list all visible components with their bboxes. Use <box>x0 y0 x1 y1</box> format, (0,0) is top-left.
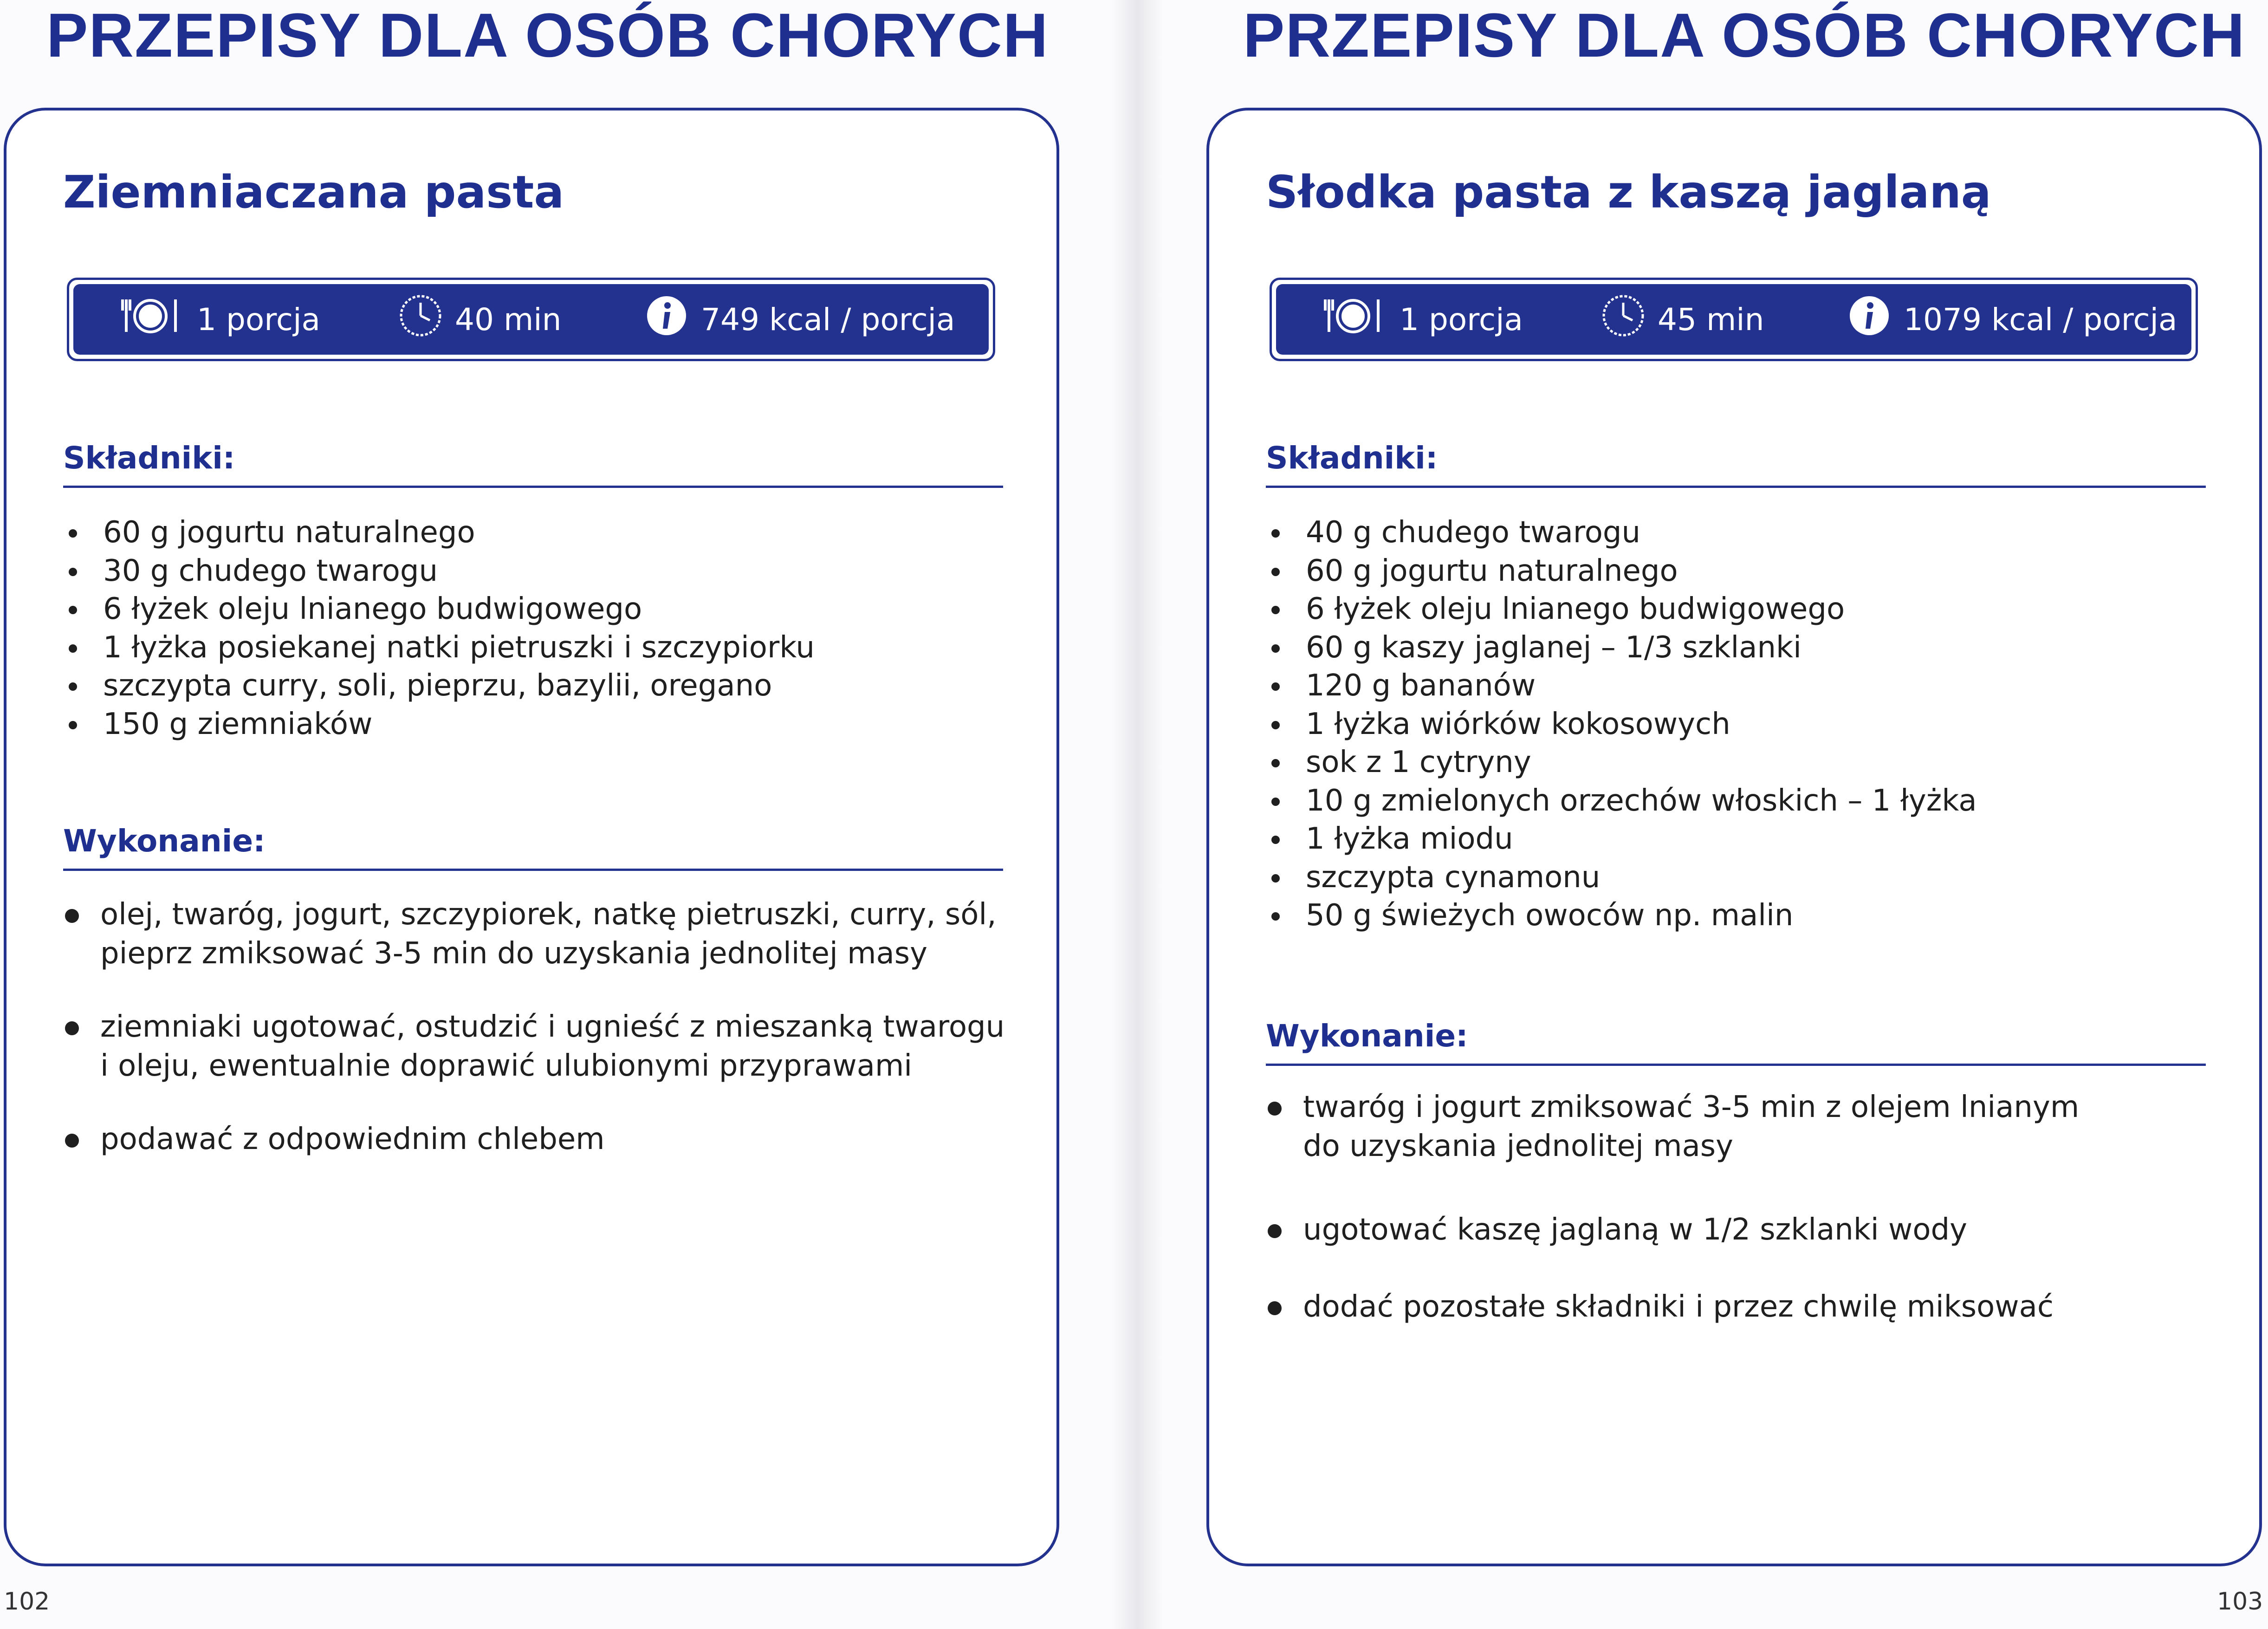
time-info <box>398 293 644 345</box>
list-item: 60 g kaszy jaglanej – 1/3 szklanki <box>1269 629 1977 667</box>
list-item: sok z 1 cytryny <box>1269 743 1977 782</box>
portion-text: 1 porcja <box>1400 301 1523 337</box>
method-divider <box>1266 1064 2206 1066</box>
info-icon <box>644 293 689 345</box>
left-page <box>0 0 1133 1629</box>
recipe-card <box>1206 108 2262 1566</box>
page-header: PRZEPISY DLA OSÓB CHORYCH <box>46 1 1049 70</box>
method-label: Wykonanie: <box>63 823 266 859</box>
list-item: 6 łyżek oleju lnianego budwigowego <box>66 590 815 629</box>
list-item: 10 g zmielonych orzechów włoskich – 1 łyżka <box>1269 782 1977 820</box>
list-item: 150 g ziemniaków <box>66 705 815 744</box>
page-number: 103 <box>2217 1588 2263 1616</box>
method-label: Wykonanie: <box>1266 1018 1468 1054</box>
info-icon <box>1847 293 1892 345</box>
list-item: dodać pozostałe składniki i przez chwilę miksować <box>1266 1287 2231 1326</box>
list-item: 6 łyżek oleju lnianego budwigowego <box>1269 590 1977 629</box>
clock-icon <box>398 293 443 345</box>
list-item: 40 g chudego twarogu <box>1269 513 1977 552</box>
list-item: 50 g świeżych owoców np. malin <box>1269 896 1977 935</box>
recipe-title: Ziemniaczana pasta <box>63 166 564 218</box>
list-item: 60 g jogurtu naturalnego <box>66 513 815 552</box>
list-item: 60 g jogurtu naturalnego <box>1269 552 1977 591</box>
page-number: 102 <box>4 1588 50 1616</box>
time-info <box>1601 293 1847 345</box>
ingredients-divider <box>1266 486 2206 488</box>
portion-text: 1 porcja <box>197 301 320 337</box>
ingredients-list <box>1269 513 1977 935</box>
recipe-card <box>4 108 1059 1566</box>
portion-info <box>1322 295 1601 344</box>
ingredients-label: Składniki: <box>1266 440 1438 476</box>
list-item: olej, twaróg, jogurt, szczypiorek, natkę pietruszki, curry, sól, pieprz zmiksować 3-5 min do uzyskania jednolitej masy <box>63 895 1029 973</box>
right-page <box>1135 0 2268 1629</box>
list-item: 1 łyżka wiórków kokosowych <box>1269 705 1977 744</box>
time-text: 40 min <box>455 301 562 337</box>
plate-fork-knife-icon <box>1322 295 1387 344</box>
kcal-text: 749 kcal / porcja <box>701 301 955 337</box>
kcal-info <box>644 293 955 345</box>
kcal-info <box>1847 293 2177 345</box>
ingredients-divider <box>63 486 1003 488</box>
clock-icon <box>1601 293 1646 345</box>
recipe-info-bar <box>67 278 995 361</box>
list-item: ugotować kaszę jaglaną w 1/2 szklanki wody <box>1266 1210 2231 1249</box>
list-item: 1 łyżka posiekanej natki pietruszki i szczypiorku <box>66 629 815 667</box>
list-item: szczypta cynamonu <box>1269 858 1977 897</box>
time-text: 45 min <box>1658 301 1764 337</box>
ingredients-list <box>66 513 815 743</box>
recipe-info-bar <box>1270 278 2198 361</box>
page-header: PRZEPISY DLA OSÓB CHORYCH <box>1243 1 2246 70</box>
plate-fork-knife-icon <box>120 295 185 344</box>
list-item: szczypta curry, soli, pieprzu, bazylii, oregano <box>66 667 815 705</box>
list-item: 30 g chudego twarogu <box>66 552 815 591</box>
portion-info <box>120 295 398 344</box>
list-item: podawać z odpowiednim chlebem <box>63 1120 1029 1159</box>
method-divider <box>63 869 1003 871</box>
list-item: twaróg i jogurt zmiksować 3-5 min z olejem lnianym do uzyskania jednolitej masy <box>1266 1088 2231 1166</box>
recipe-title: Słodka pasta z kaszą jaglaną <box>1266 166 1991 218</box>
kcal-text: 1079 kcal / porcja <box>1904 301 2177 337</box>
ingredients-label: Składniki: <box>63 440 235 476</box>
list-item: ziemniaki ugotować, ostudzić i ugnieść z mieszanką twarogu i oleju, ewentualnie doprawić ulubionymi przyprawami <box>63 1007 1029 1085</box>
list-item: 120 g bananów <box>1269 667 1977 705</box>
list-item: 1 łyżka miodu <box>1269 820 1977 858</box>
